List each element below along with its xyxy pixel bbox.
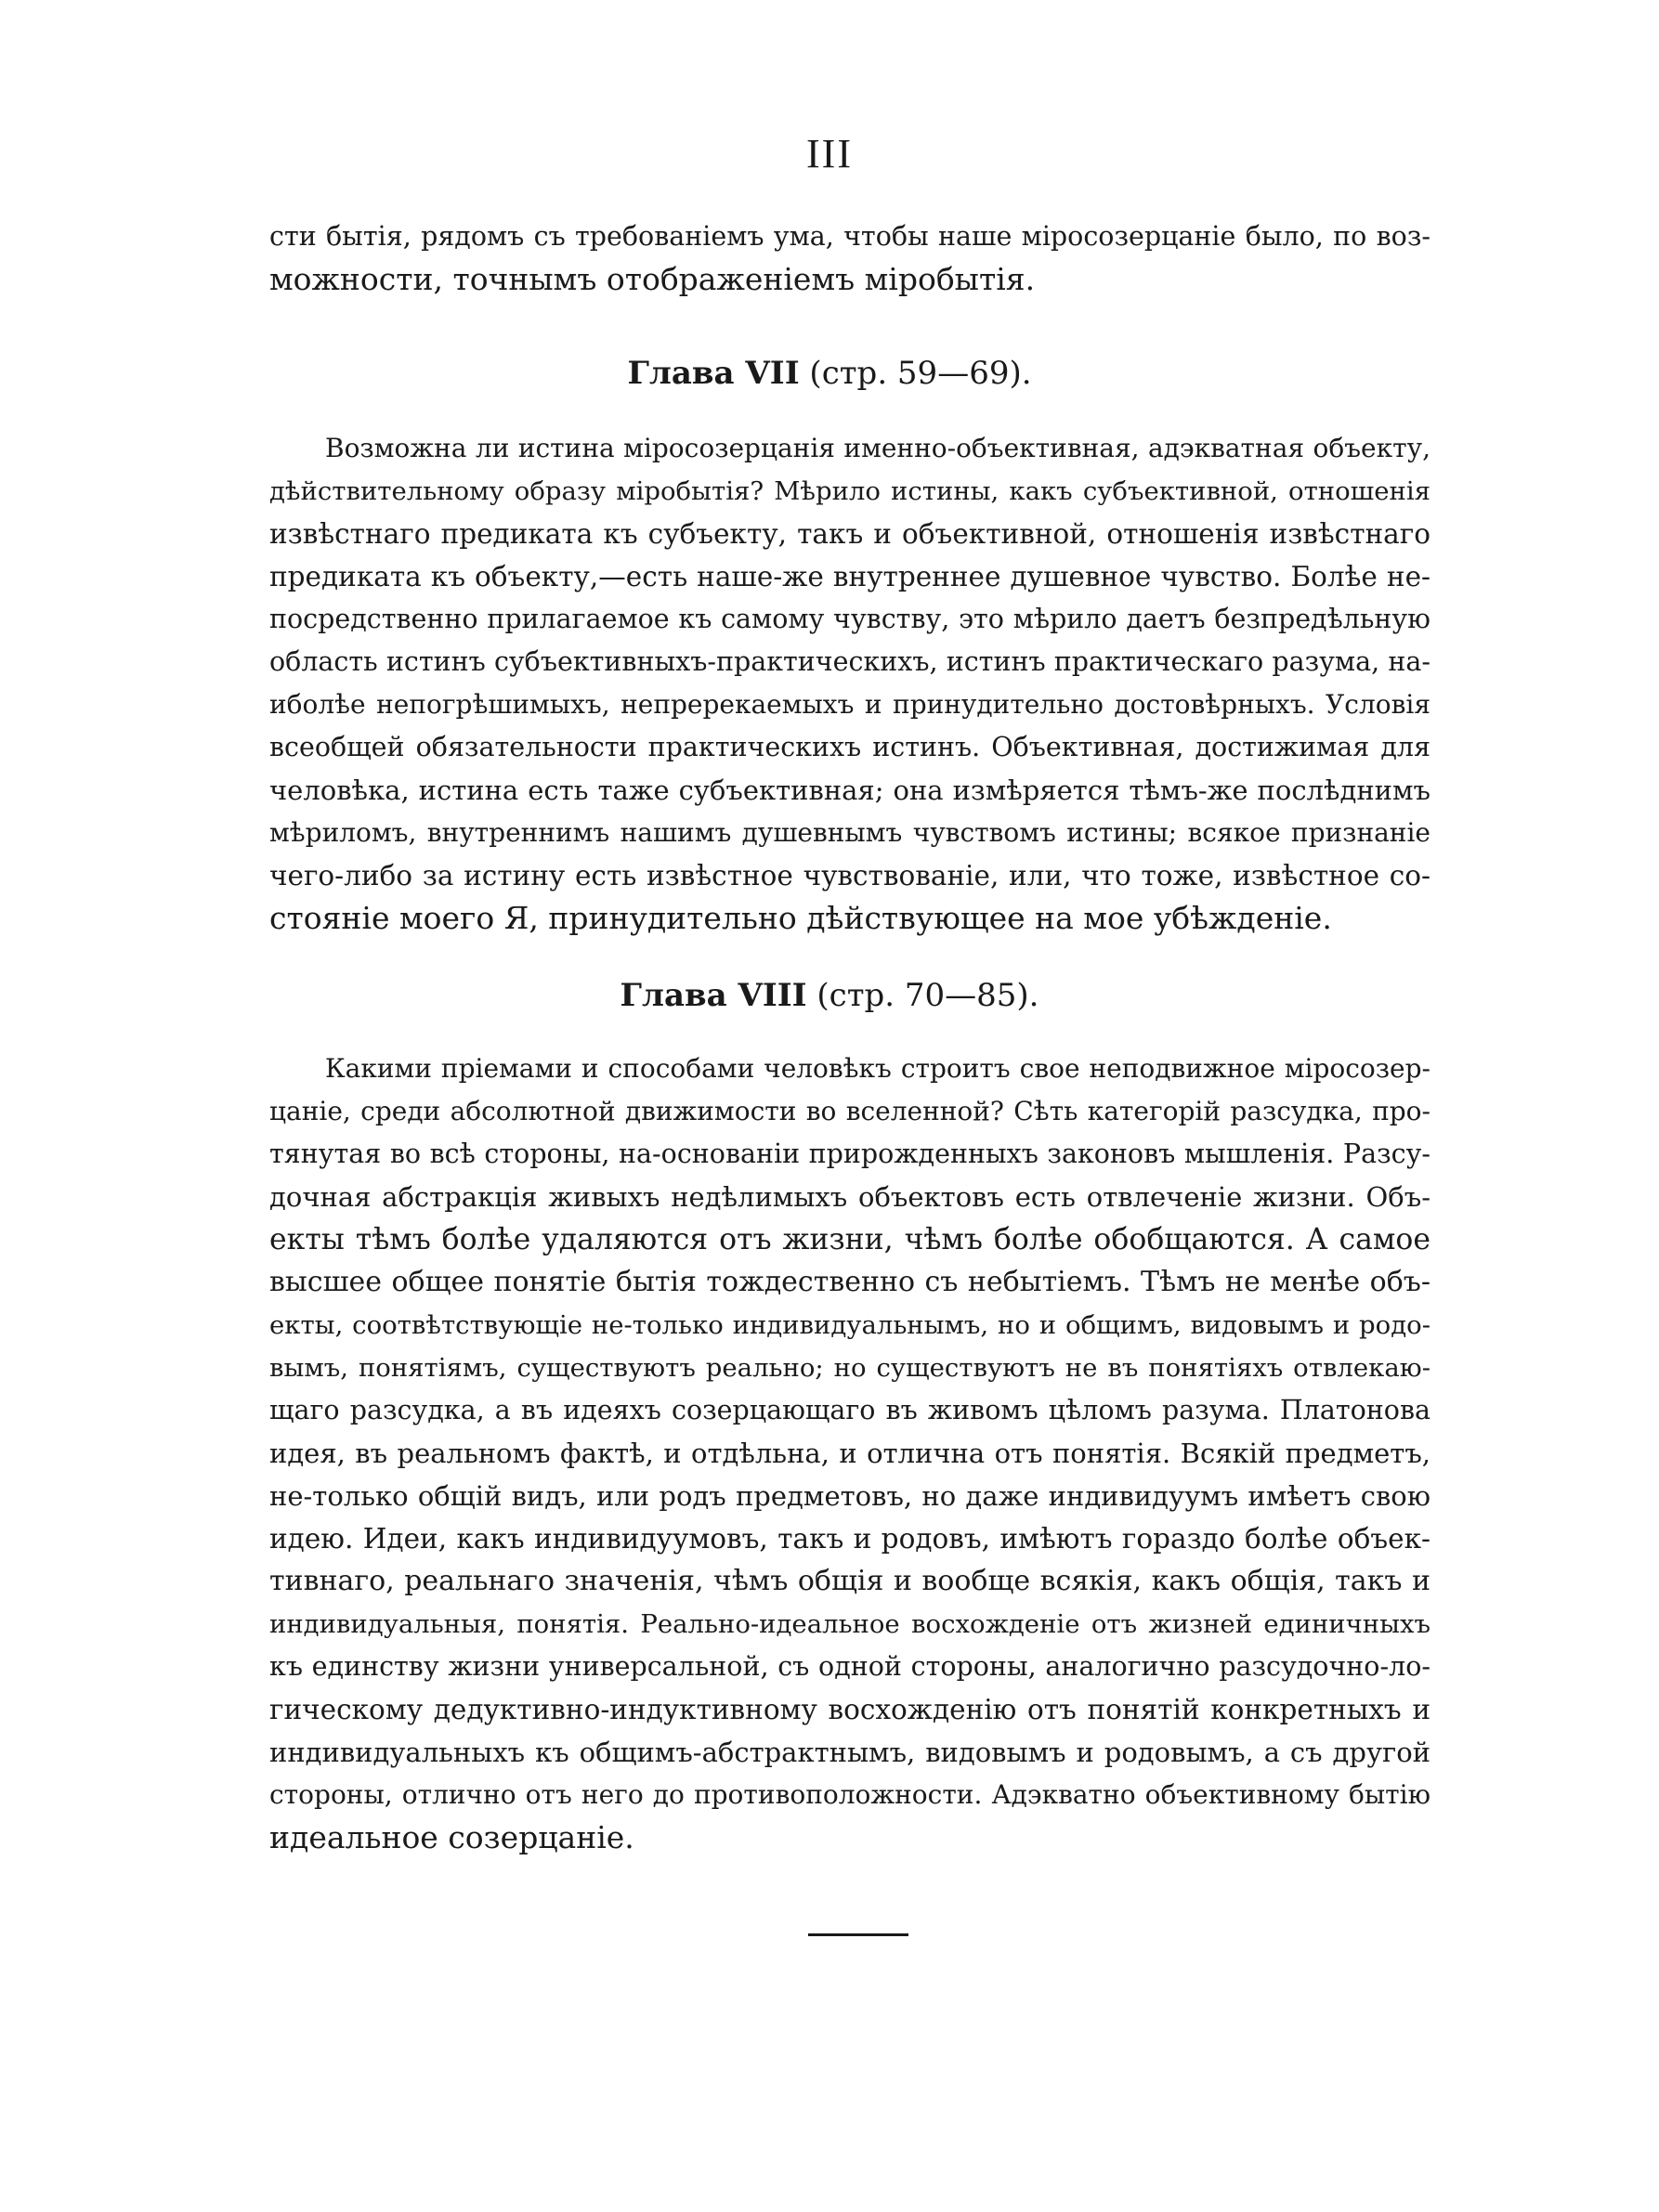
text-line: чего-либо за истину есть извѣстное чувствованіе, или, что тоже, извѣстное со-: [269, 860, 1430, 891]
section-end-rule: [808, 1933, 908, 1936]
text-line: посредственно прилагаемое къ самому чувству, это мѣрило даетъ безпредѣльную: [269, 604, 1430, 634]
text-line: дочная абстракція живыхъ недѣлимыхъ объектовъ есть отвлеченіе жизни. Объ-: [269, 1181, 1430, 1213]
text-line: не-только общій видъ, или родъ предметовъ, но даже индивидуумъ имѣетъ свою: [269, 1480, 1430, 1512]
text-line: сти бытія, рядомъ съ требованіемъ ума, чтобы наше міросозерцаніе было, по воз-: [269, 221, 1430, 252]
text-line: идеальное созерцаніе.: [269, 1819, 634, 1855]
text-line: Возможна ли истина міросозерцанія именно-объективная, адэкватная объекту,: [325, 433, 1430, 463]
text-line: предиката къ объекту,—есть наше-же внутреннее душевное чувство. Болѣе не-: [269, 561, 1430, 592]
text-line: цаніе, среди абсолютной движимости во вселенной? Сѣть категорій разсудка, про-: [269, 1096, 1430, 1126]
text-line: можности, точнымъ отображеніемъ міробытія.: [269, 261, 1036, 297]
chapter-7-title: Глава VII: [627, 355, 800, 392]
chapter-7-heading: [0, 355, 1659, 392]
chapter-8-paragraph: [269, 1047, 1430, 1859]
text-line: всеобщей обязательности практическихъ истинъ. Объективная, достижимая для: [269, 732, 1430, 762]
text-line: высшее общее понятіе бытія тождественно съ небытіемъ. Тѣмъ не менѣе объ-: [269, 1266, 1430, 1298]
text-line: иболѣе непогрѣшимыхъ, непререкаемыхъ и принудительно достовѣрныхъ. Условія: [269, 689, 1430, 720]
text-line: екты, соотвѣтствующіе не-только индивидуальнымъ, но и общимъ, видовымъ и родо-: [269, 1310, 1430, 1340]
text-line: стороны, отлично отъ него до противоположности. Адэкватно объективному бытію: [269, 1779, 1430, 1810]
chapter-7-pages: (стр. 59—69).: [799, 355, 1032, 392]
text-line: стояніе моего Я, принудительно дѣйствующее на мое убѣжденіе.: [269, 900, 1332, 936]
text-line: къ единству жизни универсальной, съ одной стороны, аналогично разсудочно-ло-: [269, 1651, 1430, 1682]
text-line: область истинъ субъективныхъ-практическихъ, истинъ практическаго разума, на-: [269, 646, 1430, 677]
text-line: тянутая во всѣ стороны, на-основаніи прирожденныхъ законовъ мышленія. Разсу-: [269, 1139, 1430, 1169]
page-number: III: [806, 131, 853, 176]
text-line: человѣка, истина есть таже субъективная; она измѣряется тѣмъ-же послѣднимъ: [269, 774, 1430, 806]
text-line: екты тѣмъ болѣе удаляются отъ жизни, чѣмъ болѣе обобщаются. А самое: [269, 1223, 1430, 1256]
chapter-7-paragraph: [269, 427, 1430, 940]
text-line: извѣстнаго предиката къ субъекту, такъ и объективной, отношенія извѣстнаго: [269, 518, 1430, 550]
chapter-8-heading: [0, 977, 1659, 1014]
chapter-8-pages: (стр. 70—85).: [806, 977, 1039, 1014]
chapter-8-title: Глава VIII: [620, 977, 807, 1014]
text-line: тивнаго, реальнаго значенія, чѣмъ общія и вообще всякія, какъ общія, такъ и: [269, 1565, 1430, 1597]
text-line: индивидуальныя, понятія. Реально-идеальное восхожденіе отъ жизней единичныхъ: [269, 1609, 1430, 1639]
text-line: щаго разсудка, а въ идеяхъ созерцающаго въ живомъ цѣломъ разума. Платонова: [269, 1395, 1430, 1425]
text-line: гическому дедуктивно-индуктивному восхожденію отъ понятій конкретныхъ и: [269, 1694, 1430, 1725]
text-line: идею. Идеи, какъ индивидуумовъ, такъ и родовъ, имѣютъ гораздо болѣе объек-: [269, 1523, 1430, 1555]
intro-paragraph: [269, 215, 1430, 301]
text-line: идея, въ реальномъ фактѣ, и отдѣльна, и отлична отъ понятія. Всякій предметъ,: [269, 1438, 1430, 1469]
text-line: мѣриломъ, внутреннимъ нашимъ душевнымъ чувствомъ истины; всякое признаніе: [269, 817, 1430, 848]
text-line: индивидуальныхъ къ общимъ-абстрактнымъ, видовымъ и родовымъ, а съ другой: [269, 1737, 1430, 1768]
text-line: вымъ, понятіямъ, существуютъ реально; но существуютъ не въ понятіяхъ отвлекаю-: [269, 1353, 1430, 1383]
text-line: Какими пріемами и способами человѣкъ строитъ свое неподвижное міросозер-: [325, 1053, 1430, 1084]
text-line: дѣйствительному образу міробытія? Мѣрило истины, какъ субъективной, отношенія: [269, 476, 1430, 506]
